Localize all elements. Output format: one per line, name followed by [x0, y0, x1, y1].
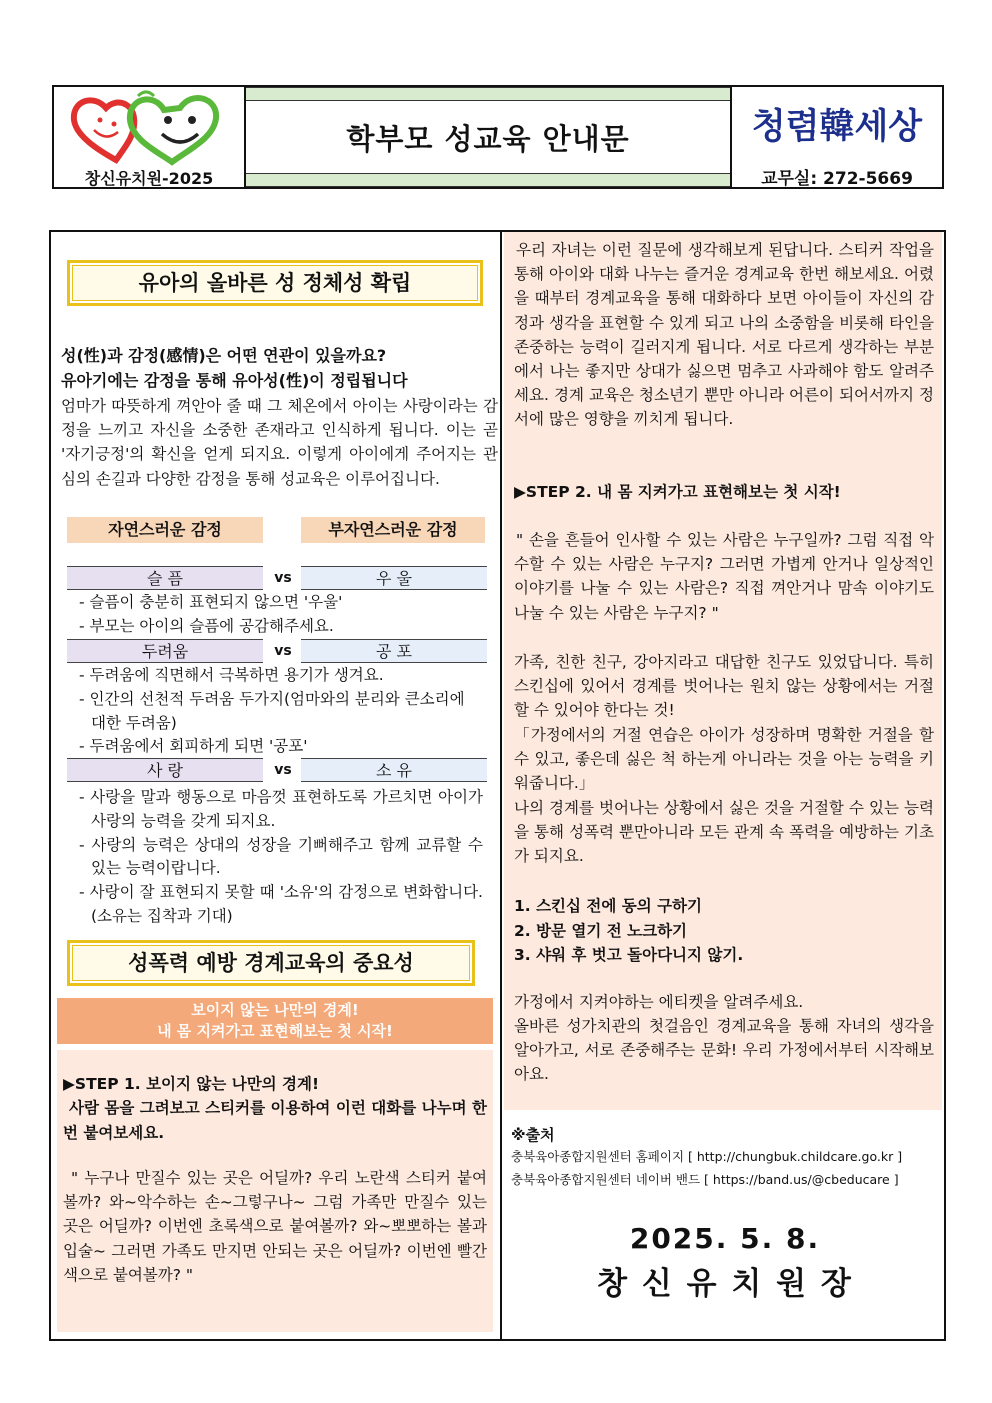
right-paragraph2: 가족, 친한 친구, 강아지라고 대답한 친구도 있었답니다. 특히 스킨십에 있어서 경계를 벗어나는 원치 않는 상황에서는 거절할 수 있어야 한다는 것!	[514, 653, 934, 720]
pair1-unnatural: 우 울	[301, 566, 487, 590]
step1-lead: 사람 몸을 그려보고 스티커를 이용하여 이런 대화를 나누며 한번 붙여보세요.	[63, 1099, 487, 1142]
principal-signature: 창 신 유 치 원 장	[597, 1266, 853, 1302]
pair1-natural: 슬 픔	[67, 566, 263, 590]
title-bottom-bar	[246, 173, 730, 187]
integrity-box	[730, 87, 942, 187]
question-subheading: 유아기에는 감정을 통해 유아성(性)이 정립됩니다	[61, 371, 408, 390]
source-band: 충북육아종합지원센터 네이버 밴드 [ https://band.us/@cbeducare ]	[511, 1172, 899, 1187]
title-top-bar	[246, 87, 730, 101]
question-heading: 성(性)과 감정(感情)은 어떤 연관이 있을까요?	[61, 346, 387, 365]
step2-title: ▶STEP 2. 내 몸 지켜가고 표현해보는 첫 시작!	[514, 483, 841, 501]
source-homepage: 충북육아종합지원센터 홈페이지 [ http://chungbuk.childcare.go.kr ]	[511, 1149, 903, 1164]
step1-title: ▶STEP 1. 보이지 않는 나만의 경계!	[63, 1075, 320, 1093]
natural-emotion-label: 자연스러운 감정	[67, 517, 263, 543]
rule-item: 3. 샤워 후 벗고 돌아다니지 않기.	[514, 946, 744, 964]
title-box	[246, 87, 730, 187]
list-item: - 두려움에서 회피하게 되면 '공포'	[79, 737, 308, 756]
step1-box	[57, 1050, 493, 1332]
right-paragraph6: 올바른 성가치관의 첫걸음인 경계교육을 통해 자녀의 생각을 알아가고, 서로 존중해주는 문화! 우리 가정에서부터 시작해보아요.	[514, 1017, 934, 1084]
rule-item: 2. 방문 열기 전 노크하기	[514, 921, 688, 940]
boundary-banner	[57, 998, 493, 1044]
pair3-vs: vs	[274, 762, 292, 778]
section2-title: 성폭력 예방 경계교육의 중요성	[67, 940, 475, 986]
list-item: - 두려움에 직면해서 극복하면 용기가 생겨요.	[79, 666, 384, 684]
pair3-unnatural: 소 유	[301, 758, 487, 782]
school-caption: 창신유치원-2025	[84, 169, 214, 188]
rule-item: 1. 스킨십 전에 동의 구하기	[514, 897, 702, 915]
pair3-list	[65, 786, 483, 929]
list-item: - 부모는 아이의 슬픔에 공감해주세요.	[79, 616, 334, 635]
heart-logo-icon	[68, 90, 232, 166]
document-date: 2025. 5. 8.	[629, 1222, 821, 1255]
pair1-vs: vs	[274, 570, 292, 586]
page-title: 학부모 성교육 안내문	[346, 122, 630, 156]
header	[52, 85, 944, 189]
section1-title: 유아의 올바른 성 정체성 확립	[67, 260, 483, 306]
list-item: - 사랑의 능력은 상대의 성장을 기뻐해주고 함께 교류할 수 있는 능력이랍니다.	[79, 835, 483, 878]
intro-paragraph: 엄마가 따뜻하게 껴안아 줄 때 그 체온에서 아이는 사랑이라는 감정을 느끼고 자신을 소중한 존재라고 인식하게 됩니다. 이는 곧 '자기긍정'의 확신을 얻게 되지요. 이렇게 아이에게 주어지는 관심의 손길과 다양한 감정을 통해 성교육은 이루어집니다.	[61, 397, 498, 488]
step2-quote: " 손을 흔들어 인사할 수 있는 사람은 누구일까? 그럼 직접 악수할 수 있는 사람은 누구지? 그러면 가볍게 안거나 일상적인 이야기를 나눌 수 있는 사람은? 직접 껴안거나 맘속 이야기도 나눌 수 있는 사람은 누구지? "	[514, 531, 934, 622]
right-paragraph4: 나의 경계를 벗어나는 상황에서 싫은 것을 거절할 수 있는 능력을 통해 성폭력 뿐만아니라 모든 관계 속 폭력을 예방하는 기초가 되지요.	[514, 799, 934, 866]
list-item: - 사랑이 잘 표현되지 못할 때 '소유'의 감정으로 변화합니다.(소유는 집착과 기대)	[79, 883, 483, 925]
step1-quote: " 누구나 만질수 있는 곳은 어딜까? 우리 노란색 스티커 붙여볼까? 와~악수하는 손~그렇구나~ 그럼 가족만 만질수 있는 곳은 어딜까? 이번엔 초록색으로 붙여볼까? 와~뽀뽀하는 볼과 입술~ 그러면 가족도 만지면 안되는 곳은 어딜까? 이번엔 빨간색으로 붙여볼까? "	[63, 1169, 487, 1284]
pair1-list	[65, 591, 493, 639]
pair2-list	[65, 664, 475, 759]
source-title: ※출처	[511, 1126, 555, 1144]
pair2-unnatural: 공 포	[301, 639, 487, 663]
school-logo-box	[54, 87, 246, 187]
right-paragraph1: 우리 자녀는 이런 질문에 생각해보게 된답니다. 스티커 작업을 통해 아이와 대화 나누는 즐거운 경계교육 한번 해보세요. 어렸을 때부터 경계교육을 통해 대화하다 보면 아이들이 자신의 감정과 생각을 표현할 수 있게 되고 나의 소중함을 비롯해 타인을 존중하는 능력이 길러지게 됩니다. 서로 다르게 생각하는 부분에서 나는 좋지만 상대가 싫으면 멈추고 사과해야 함도 알려주세요. 경계 교육은 청소년기 뿐만 아니라 어른이 되어서까지 정서에 많은 영향을 끼치게 됩니다.	[514, 241, 934, 429]
list-item: - 슬픔이 충분히 표현되지 않으면 '우울'	[79, 593, 343, 611]
unnatural-emotion-label: 부자연스러운 감정	[301, 517, 485, 543]
right-paragraph5: 가정에서 지켜야하는 에티켓을 알려주세요.	[514, 993, 804, 1011]
right-paragraph3: 「가정에서의 거절 연습은 아이가 성장하며 명확한 거절을 할 수 있고, 좋은데 싫은 척 하는게 아니라는 것을 아는 능력을 키워줍니다.」	[514, 726, 934, 793]
office-phone: 교무실: 272-5669	[761, 169, 913, 189]
main-frame	[49, 230, 946, 1341]
right-text-box	[504, 232, 942, 1110]
etiquette-rules	[514, 894, 934, 968]
banner-line2: 내 몸 지켜가고 표현해보는 첫 시작!	[157, 1022, 393, 1040]
pair3-natural: 사 랑	[67, 758, 263, 782]
list-item: - 인간의 선천적 두려움 두가지(엄마와의 분리와 큰소리에 대한 두려움)	[79, 689, 465, 732]
integrity-logo: 청렴韓세상	[751, 106, 923, 147]
banner-line1: 보이지 않는 나만의 경계!	[191, 1001, 359, 1019]
pair2-vs: vs	[274, 643, 292, 659]
list-item: - 사랑을 말과 행동으로 마음껏 표현하도록 가르치면 아이가 사랑의 능력을 갖게 되지요.	[79, 788, 483, 830]
column-divider	[500, 232, 502, 1339]
pair2-natural: 두려움	[67, 639, 263, 663]
